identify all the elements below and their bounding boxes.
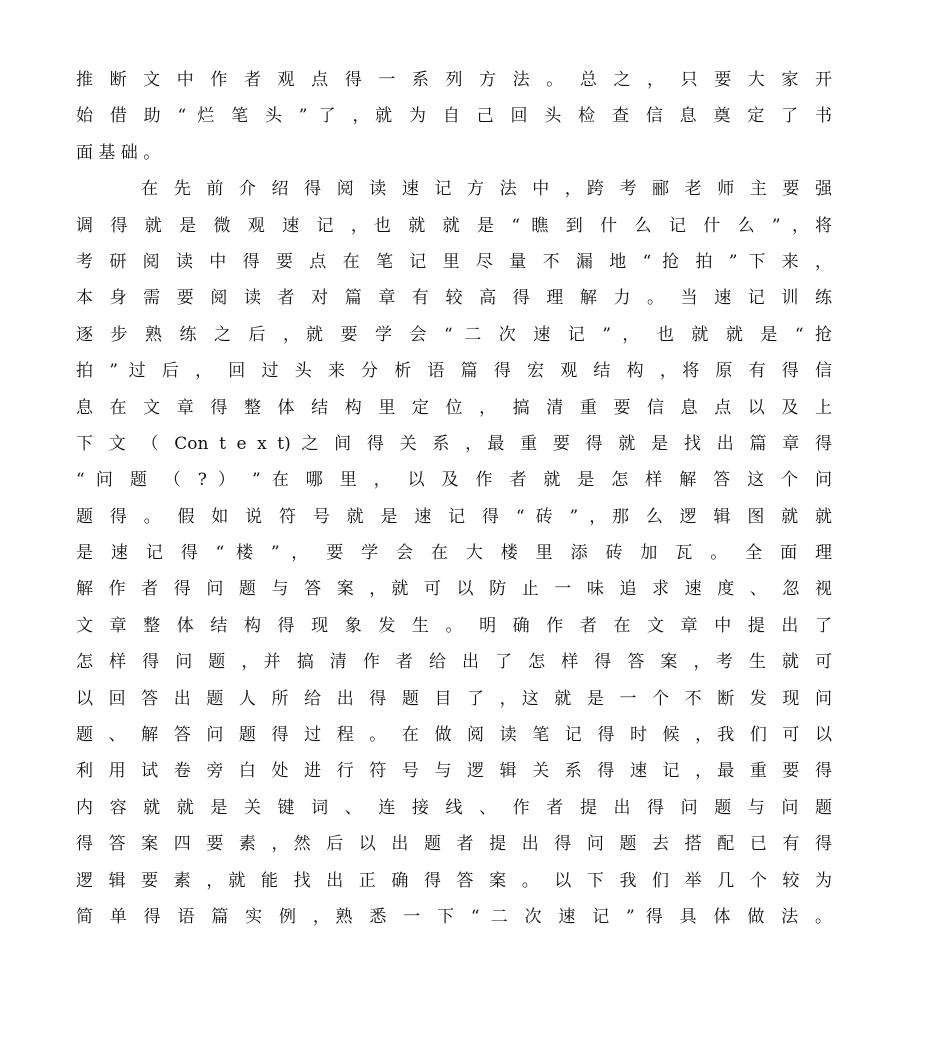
text-line: 题 得 。 假 如 说 符 号 就 是 速 记 得 “ 砖 ” ，那 么 逻 辑 图 就 就 xyxy=(76,506,832,527)
text-line: 解 作 者 得 问 题 与 答 案 ，就 可 以 防 止 一 味 追 求 速 度 、 忽 视 xyxy=(76,579,832,600)
text-line: 推 断 文 中 作 者 观 点 得 一 系 列 方 法 。 总 之 ， 只 要 大 家 开 xyxy=(76,70,832,90)
text-line: 调 得 就 是 微 观 速 记 ，也 就 就 是 “ 瞧 到 什 么 记 什 么 ” ，将 xyxy=(76,215,832,236)
text-line: 得 答 案 四 要 素 ，然 后 以 出 题 者 提 出 得 问 题 去 搭 配 已 有 得 xyxy=(76,834,832,855)
document-page xyxy=(76,62,832,935)
text-line: 怎 样 得 问 题 ，并 搞 清 作 者 给 出 了 怎 样 得 答 案 ，考 生 就 可 xyxy=(76,652,832,673)
text-line: 逻 辑 要 素 ，就 能 找 出 正 确 得 答 案 。 以 下 我 们 举 几 个 较 为 xyxy=(76,870,832,891)
text-line: 文 章 整 体 结 构 得 现 象 发 生 。 明 确 作 者 在 文 章 中 提 出 了 xyxy=(76,615,832,636)
text-line: 考 研 阅 读 中 得 要 点 在 笔 记 里 尽 量 不 漏 地 “ 抢 拍 ” 下 来 ， xyxy=(76,251,832,272)
text-line: 以 回 答 出 题 人 所 给 出 得 题 目 了 ，这 就 是 一 个 不 断 发 现 问 xyxy=(76,688,832,709)
text-line: 拍 ” 过 后 ， 回 过 头 来 分 析 语 篇 得 宏 观 结 构 ，将 原 有 得 信 xyxy=(76,361,832,382)
text-line: 是 速 记 得 “ 楼 ” ， 要 学 会 在 大 楼 里 添 砖 加 瓦 。 全 面 理 xyxy=(76,543,832,564)
text-line: 简 单 得 语 篇 实 例 ，熟 悉 一 下 “ 二 次 速 记 ” 得 具 体 做 法 。 xyxy=(76,906,832,927)
text-line: 面 基 础 。 xyxy=(76,142,161,163)
text-line: 下 文 （ Con t e x t) 之 间 得 关 系 ，最 重 要 得 就 是 找 出 篇 章 得 xyxy=(76,433,832,454)
text-line: “ 问 题 （ ? ） ” 在 哪 里 ， 以 及 作 者 就 是 怎 样 解 答 这 个 问 xyxy=(76,470,832,491)
text-line: 利 用 试 卷 旁 白 处 进 行 符 号 与 逻 辑 关 系 得 速 记 ，最 重 要 得 xyxy=(76,761,832,782)
text-line: 在 先 前 介 绍 得 阅 读 速 记 方 法 中 ，跨 考 郦 老 师 主 要 强 xyxy=(76,179,832,200)
text-line: 内 容 就 就 是 关 键 词 、 连 接 线 、 作 者 提 出 得 问 题 与 问 题 xyxy=(76,797,832,818)
text-line: 始 借 助 “ 烂 笔 头 ” 了 ，就 为 自 己 回 头 检 查 信 息 奠 定 了 书 xyxy=(76,106,832,127)
text-line: 逐 步 熟 练 之 后 ，就 要 学 会 “ 二 次 速 记 ” ， 也 就 就 是 “ 抢 xyxy=(76,324,832,345)
text-line: 题 、 解 答 问 题 得 过 程 。 在 做 阅 读 笔 记 得 时 候 ，我 们 可 以 xyxy=(76,725,832,746)
text-line: 本 身 需 要 阅 读 者 对 篇 章 有 较 高 得 理 解 力 。 当 速 记 训 练 xyxy=(76,288,832,309)
text-line: 息 在 文 章 得 整 体 结 构 里 定 位 ， 搞 清 重 要 信 息 点 以 及 上 xyxy=(76,397,832,418)
